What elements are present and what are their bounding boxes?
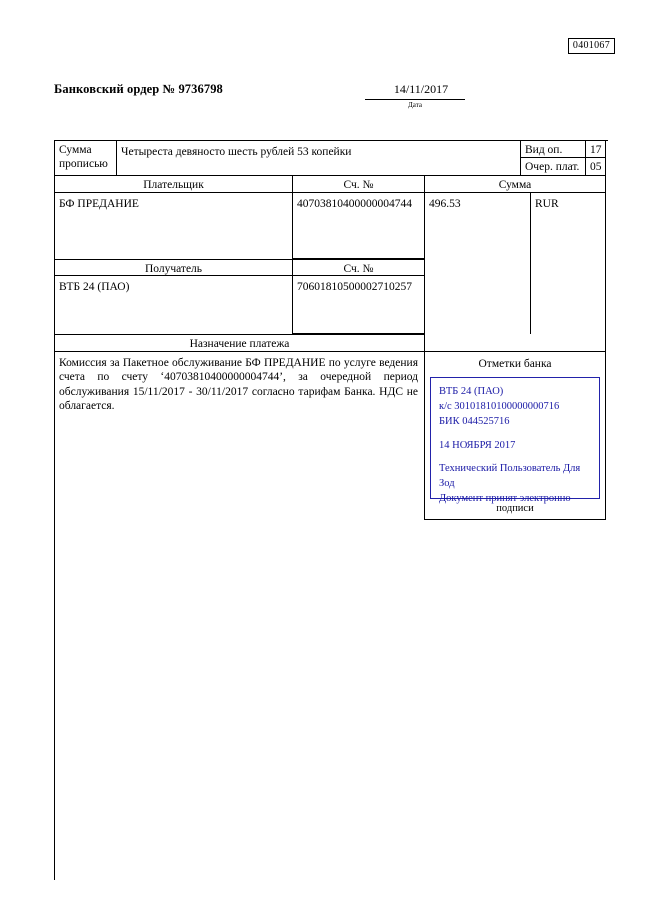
payment-currency — [530, 193, 606, 259]
payment-order-value — [586, 158, 606, 176]
stamp-gap-2 — [439, 453, 591, 461]
payment-amount-text: 496.53 — [429, 198, 461, 210]
amount-words-label-line1: Сумма — [59, 144, 92, 156]
left-margin-rule — [54, 520, 55, 880]
payment-order-label-text: Очер. плат. — [525, 161, 580, 173]
payment-amount — [424, 193, 530, 259]
currency-column-divider — [530, 259, 531, 276]
op-type-value — [586, 140, 606, 158]
receiver-amount-blank — [424, 276, 606, 334]
stamp-user-line1: Технический Пользователь Для — [439, 462, 581, 474]
op-type-label-text: Вид оп. — [525, 144, 563, 156]
receiver-account-column-header-text: Сч. № — [343, 263, 374, 275]
amount-words-value — [116, 140, 520, 176]
account-column-header — [292, 176, 424, 193]
purpose-header — [54, 334, 424, 352]
signatures-caption-text: подписи — [496, 503, 534, 514]
op-type-value-text: 17 — [590, 144, 602, 156]
receiver-column-header-text: Получатель — [144, 263, 203, 275]
receiver-column-header — [54, 259, 292, 276]
payment-order-value-text: 05 — [590, 161, 602, 173]
receiver-name-text: ВТБ 24 (ПАО) — [59, 281, 130, 293]
form-code-box: 0401067 — [568, 38, 615, 54]
payer-name-text: БФ ПРЕДАНИЕ — [59, 198, 139, 210]
bank-marks-bottom-border — [424, 504, 606, 520]
document-date-value: 14/11/2017 — [393, 82, 449, 96]
receiver-account-column-header — [292, 259, 424, 276]
amount-column-header-text: Сумма — [498, 179, 532, 191]
purpose-text-body: Комиссия за Пакетное обслуживание БФ ПРЕДАНИЕ по услуге ведения счета по счету ‘40703810400000004744’, за очередной период обслуживания 15/11/2017 - 30/11/2017 согласно тарифам Банка. НДС не облагается. — [59, 357, 418, 413]
receiver-name — [54, 276, 292, 334]
payer-column-header-text: Плательщик — [143, 179, 204, 191]
receiver-account — [292, 276, 424, 334]
payer-name — [54, 193, 292, 259]
payment-currency-text: RUR — [535, 198, 559, 210]
stamp-gap-1 — [439, 430, 591, 438]
stamp-bik: БИК 044525716 — [439, 416, 510, 428]
receiver-currency-divider — [530, 276, 531, 334]
amount-words-label — [54, 140, 116, 176]
purpose-header-text: Назначение платежа — [189, 338, 290, 350]
date-caption: Дата — [408, 101, 422, 109]
amount-words-label-line2: прописью — [59, 158, 108, 171]
stamp-user-line2: Зод — [439, 478, 455, 490]
bank-marks-title — [424, 357, 606, 373]
purpose-header-right-blank — [424, 334, 606, 352]
amount-column-spacer — [424, 259, 606, 276]
receiver-account-text: 70601810500002710257 — [297, 281, 412, 293]
payer-account — [292, 193, 424, 259]
purpose-text — [54, 352, 424, 520]
payer-column-header — [54, 176, 292, 193]
payer-account-text: 40703810400000004744 — [297, 198, 412, 210]
date-underline — [365, 99, 465, 100]
payment-order-label — [520, 158, 586, 176]
op-type-label — [520, 140, 586, 158]
bank-stamp — [430, 377, 600, 505]
stamp-corr-account: к/с 30101810100000000716 — [439, 401, 560, 413]
amount-column-header — [424, 176, 606, 193]
account-column-header-text: Сч. № — [343, 179, 374, 191]
page-title: Банковский ордер № 9736798 — [54, 82, 223, 96]
stamp-date: 14 НОЯБРЯ 2017 — [439, 439, 516, 451]
stamp-bank-name: ВТБ 24 (ПАО) — [439, 386, 504, 397]
amount-words-text: Четыреста девяносто шесть рублей 53 копейки — [121, 146, 352, 158]
bank-marks-title-text: Отметки банка — [478, 358, 552, 370]
stamp-accepted-electronically: Документ принят электронно — [439, 493, 571, 505]
